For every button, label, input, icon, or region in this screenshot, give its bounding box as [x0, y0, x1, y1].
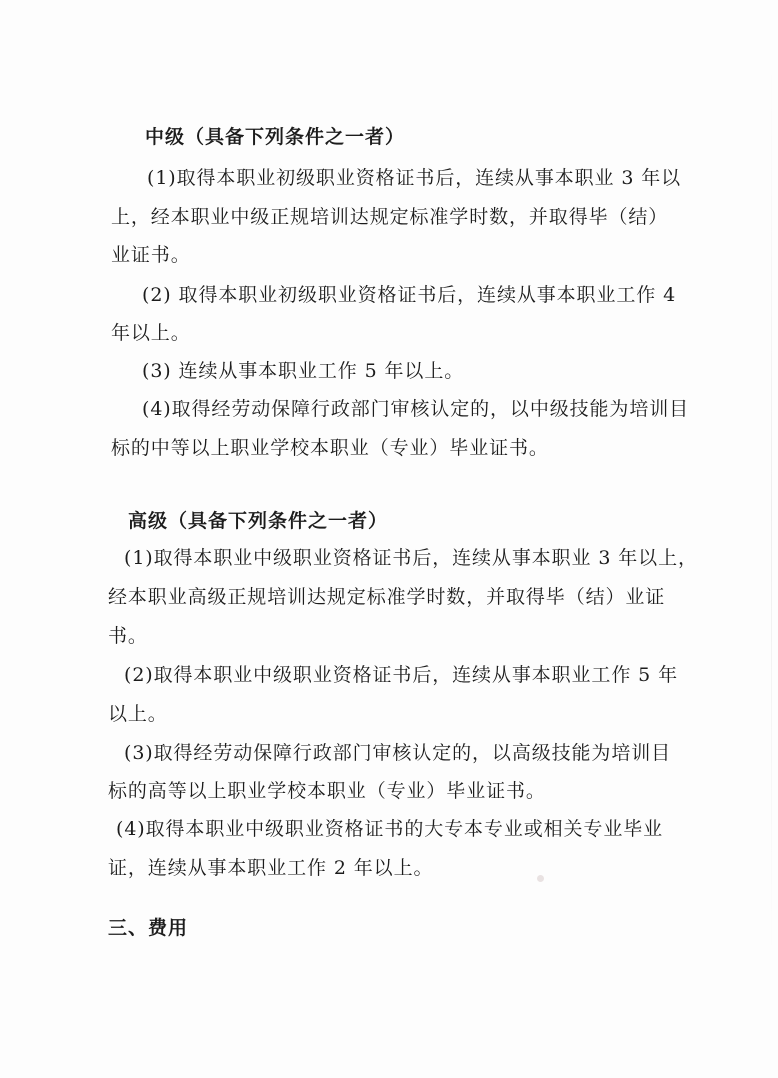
intermediate-item-1-line-2: 上，经本职业中级正规培训达规定标准学时数，并取得毕（结）	[111, 206, 669, 228]
advanced-item-1-line-2: 经本职业高级正规培训达规定标准学时数，并取得毕（结）业证	[108, 586, 666, 608]
advanced-item-3-line-2: 标的高等以上职业学校本职业（专业）毕业证书。	[108, 780, 546, 802]
scan-edge-shadow	[771, 60, 772, 960]
advanced-item-2-line-1: (2)取得本职业中级职业资格证书后，连续从事本职业工作 5 年	[124, 664, 678, 686]
scan-speck	[537, 875, 544, 882]
intermediate-item-4-line-1: (4)取得经劳动保障行政部门审核认定的，以中级技能为培训目	[142, 398, 690, 420]
intermediate-item-4-line-2: 标的中等以上职业学校本职业（专业）毕业证书。	[111, 437, 549, 459]
intermediate-item-2-line-1: (2) 取得本职业初级职业资格证书后，连续从事本职业工作 4	[142, 284, 677, 306]
advanced-heading: 高级（具备下列条件之一者）	[128, 510, 389, 532]
advanced-item-4-line-2: 证，连续从事本职业工作 2 年以上。	[108, 857, 434, 879]
advanced-item-1-line-3: 书。	[108, 625, 148, 647]
intermediate-heading: 中级（具备下列条件之一者）	[145, 126, 406, 148]
intermediate-item-2-line-2: 年以上。	[111, 322, 191, 344]
advanced-item-4-line-1: (4)取得本职业中级职业资格证书的大专本专业或相关专业毕业	[116, 818, 664, 840]
intermediate-item-1-line-3: 业证书。	[111, 244, 191, 266]
advanced-item-3-line-1: (3)取得经劳动保障行政部门审核认定的，以高级技能为培训目	[124, 742, 672, 764]
advanced-item-2-line-2: 以上。	[108, 703, 168, 725]
advanced-item-1-line-1: (1)取得本职业中级职业资格证书后，连续从事本职业 3 年以上，	[124, 547, 698, 569]
intermediate-item-1-line-1: (1)取得本职业初级职业资格证书后，连续从事本职业 3 年以	[147, 167, 682, 189]
section-3-heading: 三、费用	[108, 917, 189, 939]
intermediate-item-3: (3) 连续从事本职业工作 5 年以上。	[142, 360, 465, 382]
